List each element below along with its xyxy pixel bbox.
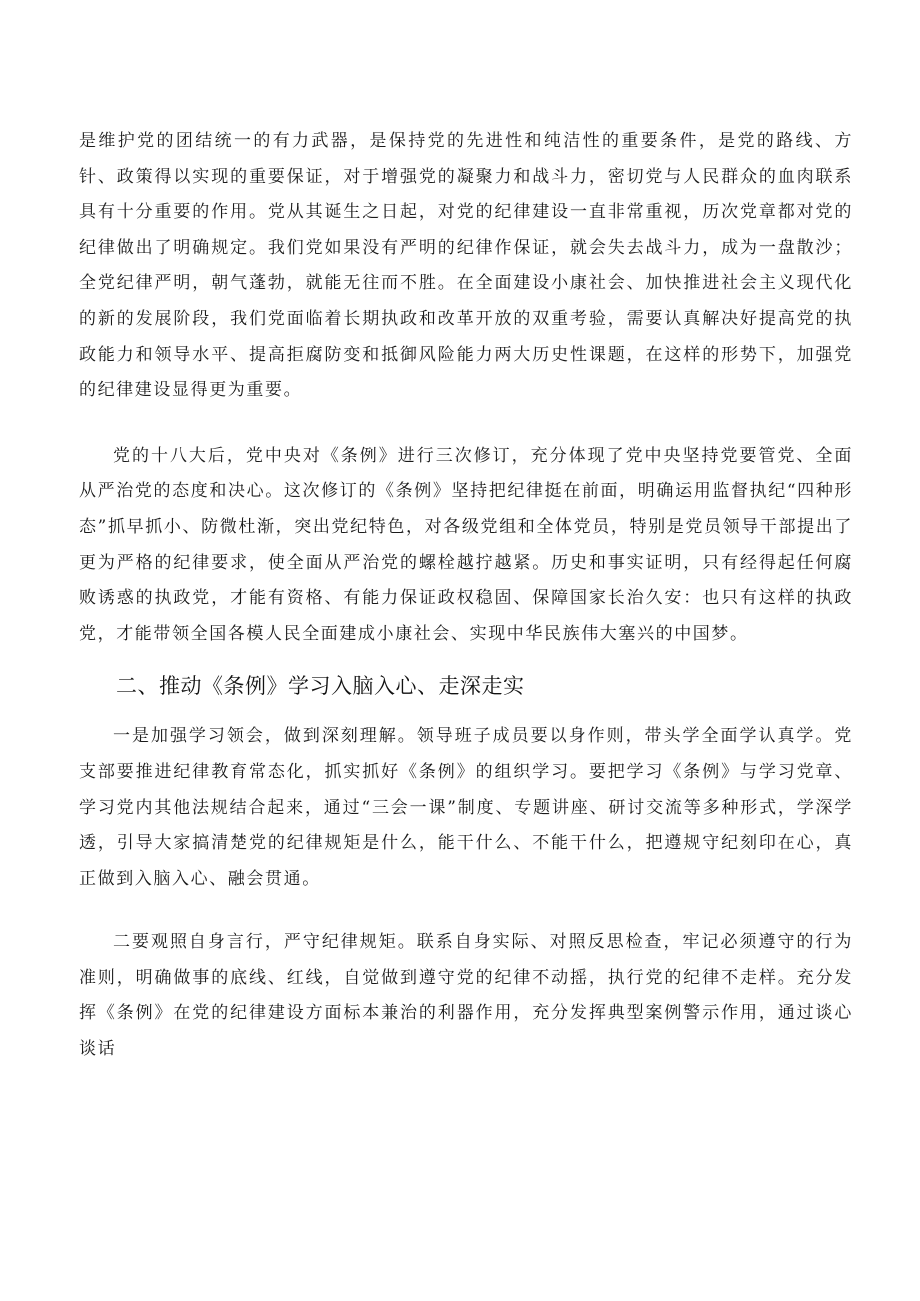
paragraph-study-comprehension: 一是加强学习领会，做到深刻理解。领导班子成员要以身作则，带头学全面学认真学。党支部要推进纪律教育常态化，抓实抓好《条例》的组织学习。要把学习《条例》与学习党章、学习党内其他法规结合起来，通过“三会一课”制度、专题讲座、研讨交流等多种形式，学深学透，引导大家搞清楚党的纪律规矩是什么，能干什么、不能干什么，把遵规守纪刻印在心，真正做到入脑入心、融会贯通。 <box>79 726 853 889</box>
paragraph-discipline-importance: 是维护党的团结统一的有力武器，是保持党的先进性和纯洁性的重要条件，是党的路线、方针、政策得以实现的重要保证，对于增强党的凝聚力和战斗力，密切党与人民群众的血肉联系具有十分重要的作用。党从其诞生之日起，对党的纪律建设一直非常重视，历次党章都对党的纪律做出了明确规定。我们党如果没有严明的纪律作保证，就会失去战斗力，成为一盘散沙；全党纪律严明，朝气蓬勃，就能无往而不胜。在全面建设小康社会、加快推进社会主义现代化的新的发展阶段，我们党面临着长期执政和改革开放的双重考验，需要认真解决好提高党的执政能力和领导水平、提高拒腐防变和抵御风险能力两大历史性课题，在这样的形势下，加强党的纪律建设显得更为重要。 <box>79 131 853 401</box>
document-body <box>79 124 853 1068</box>
paragraph-regulation-revision: 党的十八大后，党中央对《条例》进行三次修订，充分体现了党中央坚持党要管党、全面从严治党的态度和决心。这次修订的《条例》坚持把纪律挺在前面，明确运用监督执纪“四种形态”抓早抓小、防微杜渐，突出党纪特色，对各级党组和全体党员，特别是党员领导干部提出了更为严格的纪律要求，使全面从严治党的螺栓越拧越紧。历史和事实证明，只有经得起任何腐败诱惑的执政党，才能有资格、有能力保证政权稳固、保障国家长治久安：也只有这样的执政党，才能带领全国各模人民全面建成小康社会、实现中华民族伟大塞兴的中国梦。 <box>79 445 853 644</box>
paragraph-self-conduct: 二要观照自身言行，严守纪律规矩。联系自身实际、对照反思检查，牢记必须遵守的行为准则，明确做事的底线、红线，自觉做到遵守党的纪律不动摇，执行党的纪律不走样。充分发挥《条例》在党的纪律建设方面标本兼治的利器作用，充分发挥典型案例警示作用，通过谈心谈话 <box>79 932 853 1060</box>
section-heading: 二、推动《条例》学习入脑入心、走深走实 <box>116 674 525 699</box>
